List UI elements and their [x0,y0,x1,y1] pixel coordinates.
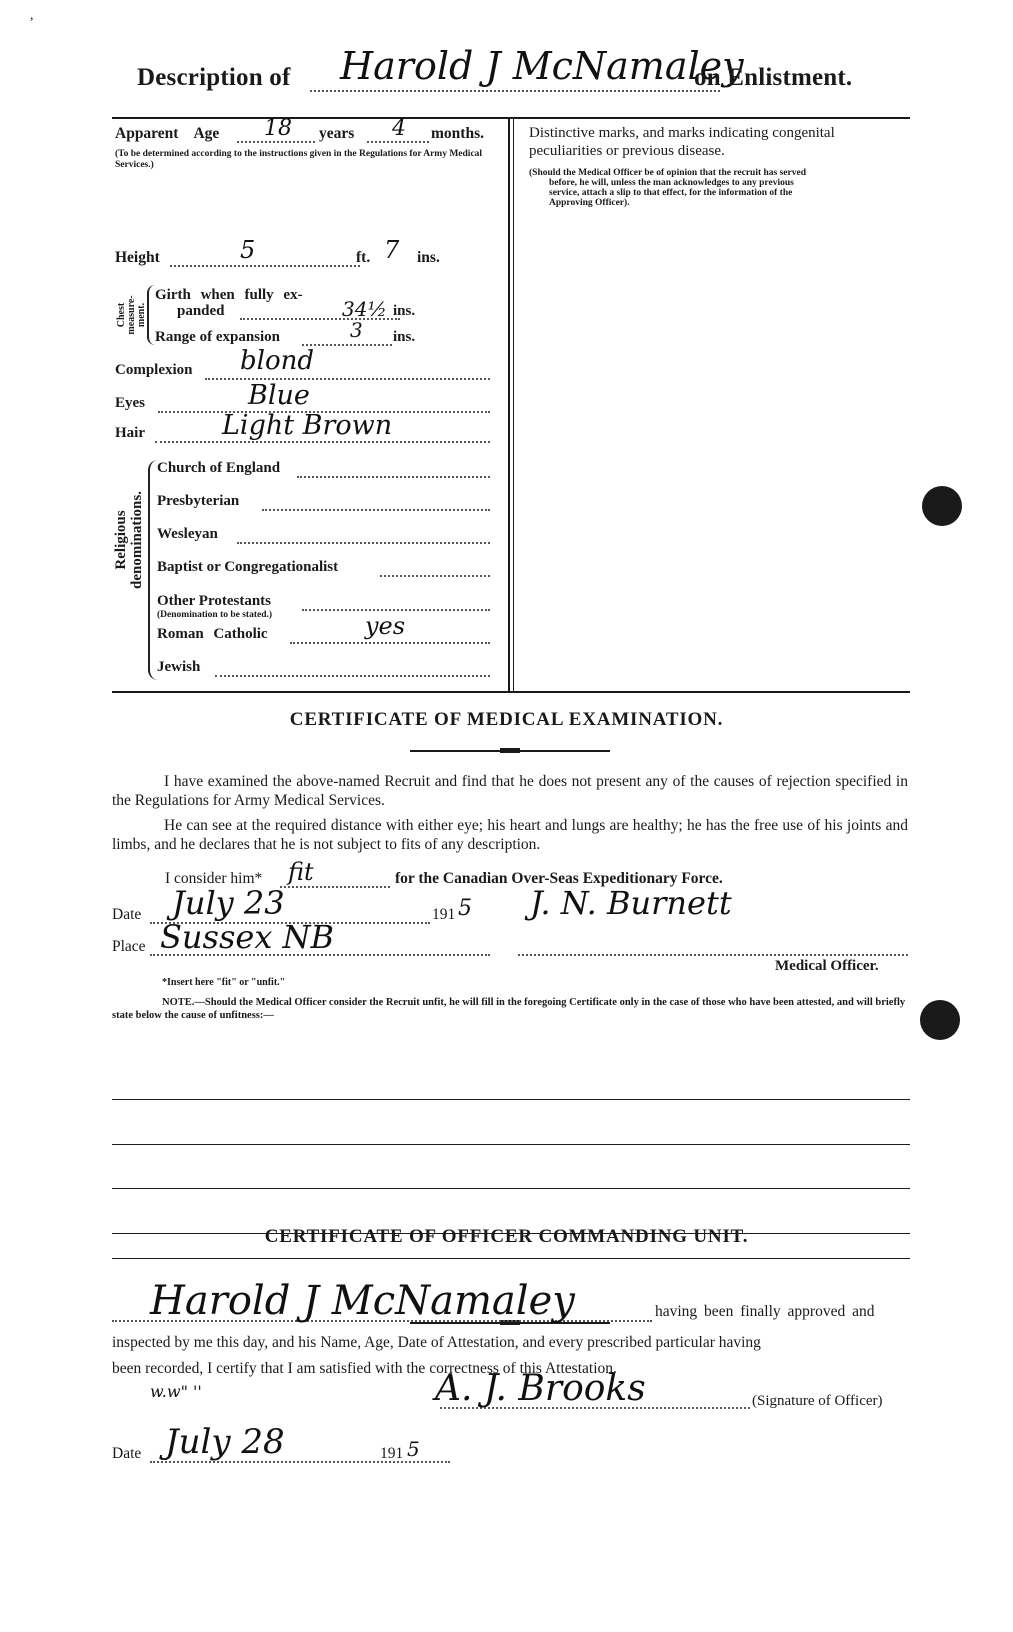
name-field [310,90,720,92]
column-divider-2 [513,119,514,691]
age-label: Apparent Age [115,125,220,142]
fit-value: fit [288,858,314,886]
unfitness-note: NOTE.—Should the Medical Officer consider the Recruit unfit, he will fill in the foregoing Certificate only in the case of those who have been attested, and will briefly state below the cause of unfitness:— [112,997,906,1021]
eyes-value: Blue [248,380,310,411]
recruit-name-handwritten: Harold J McNamaley [340,44,744,88]
chest-group-label: Chest measure- ment. [116,295,147,335]
commanding-year-value: 5 [407,1437,420,1461]
range-value: 3 [350,318,363,342]
commanding-date-label: Date [112,1445,142,1462]
medical-officer-label: Medical Officer. [775,958,879,974]
other-protestants-field [302,609,490,611]
commanding-date-value: July 28 [165,1422,285,1462]
girth-unit: ins. [393,303,416,319]
fit-field [280,886,390,888]
months-label: months. [431,125,484,142]
commanding-line-1: having been finally approved and [655,1303,875,1320]
religion-wesleyan: Wesleyan [157,526,218,542]
insert-note: *Insert here "fit" or "unfit." [162,977,286,988]
girth-label-1: Girth when fully ex- [155,287,303,303]
church-of-england-field [297,476,490,478]
complexion-value: blond [240,346,315,376]
marks-note-2: before, he will, unless the man acknowledges to any previous [549,178,794,188]
inches-label: ins. [417,249,440,266]
medical-date-value: July 23 [172,884,285,922]
section-rule-2 [112,1258,910,1259]
punch-hole-bottom [920,1000,960,1040]
religion-label-2: denominations. [129,491,145,589]
age-years-value: 18 [264,116,292,141]
commanding-line-2: inspected by me this day, and his Name, Age, Date of Attestation, and every prescribed particular having [112,1334,761,1351]
age-note: (To be determined according to the instructions given in the Regulations for Army Medical Services.) [115,149,483,170]
roman-catholic-value: yes [365,612,406,640]
signature-of-officer-label: (Signature of Officer) [752,1393,883,1409]
commanding-certificate-title: CERTIFICATE OF OFFICER COMMANDING UNIT. [264,1226,749,1247]
unfitness-line-2 [112,1144,910,1145]
medical-title-ornament [500,748,520,753]
hair-field [155,441,490,443]
religion-roman-catholic: Roman Catholic [157,626,268,642]
commanding-year-prefix: 191 [380,1445,404,1462]
medical-paragraph-1: I have examined the above-named Recruit and find that he does not present any of the causes of rejection specified in the Regulations for Army Medical Services. [112,773,908,809]
height-feet-field [170,265,360,267]
height-inches-value: 7 [384,236,400,264]
wesleyan-field [237,542,490,544]
religion-baptist: Baptist or Congregationalist [157,559,339,575]
commanding-name-handwritten: Harold J McNamaley [150,1278,575,1324]
consider-suffix-text: for the Canadian Over-Seas Expeditionary Force. [395,870,723,887]
denomination-note: (Denomination to be stated.) [157,610,273,620]
medical-officer-signature-line [518,954,908,956]
age-years-field [237,141,315,143]
religion-jewish: Jewish [157,659,201,675]
range-unit: ins. [393,329,416,345]
religion-other-protestants: Other Protestants [157,593,272,609]
medical-place-label: Place [112,938,146,955]
age-months-field [367,141,429,143]
description-bottom-rule [112,691,910,693]
years-label: years [319,125,355,142]
commanding-officer-signature: A. J. Brooks [435,1368,646,1409]
range-field [302,344,392,346]
hair-value: Light Brown [222,410,393,441]
presbyterian-field [262,509,490,511]
religion-group-label [113,455,145,625]
girth-value: 34½ [342,297,387,321]
punch-hole-top [922,486,962,526]
girth-label-2: panded [177,303,225,319]
feet-label: ft. [356,249,371,266]
unfitness-line-1 [112,1099,910,1100]
medical-date-label: Date [112,906,142,923]
unfitness-line-3 [112,1188,910,1189]
roman-catholic-field [290,642,490,644]
scan-mark: , [30,8,34,23]
baptist-field [380,575,490,577]
marks-title-1: Distinctive marks, and marks indicating congenital [529,125,835,141]
medical-officer-signature: J. N. Burnett [530,884,732,922]
marks-note-1: (Should the Medical Officer be of opinion that the recruit has served [529,168,806,178]
medical-year-value: 5 [458,896,472,921]
medical-paragraph-2: He can see at the required distance with either eye; his heart and lungs are healthy; he has the free use of his joints and limbs, and he declares that he is not subject to fits of any description. [112,817,908,853]
description-title-suffix: on Enlistment. [694,64,853,91]
commanding-line-3: been recorded, I certify that I am satisfied with the correctness of this Attestation. [112,1360,617,1377]
stray-marks: w.w" '' [150,1382,202,1401]
medical-place-value: Sussex NB [160,918,335,956]
marks-note-3: service, attach a slip to that effect, for the information of the [549,188,793,198]
hair-label: Hair [115,425,145,441]
column-divider [508,119,510,691]
height-feet-value: 5 [240,236,256,264]
eyes-label: Eyes [115,395,145,411]
religion-church-of-england: Church of England [157,460,281,476]
religion-label-1: Religious [113,510,129,570]
header-rule [112,117,910,119]
medical-year-prefix: 191 [432,906,456,923]
jewish-field [215,675,490,677]
marks-title-2: peculiarities or previous disease. [529,143,725,159]
consider-prefix: I consider him* [165,870,263,887]
height-label: Height [115,249,160,266]
description-title-prefix: Description of [137,64,291,91]
marks-note-4: Approving Officer). [549,198,630,208]
range-label: Range of expansion [155,329,281,345]
chest-brace [147,285,155,345]
complexion-label: Complexion [115,362,193,378]
religion-presbyterian: Presbyterian [157,493,240,509]
age-months-value: 4 [392,116,406,141]
medical-certificate-title: CERTIFICATE OF MEDICAL EXAMINATION. [289,709,724,730]
